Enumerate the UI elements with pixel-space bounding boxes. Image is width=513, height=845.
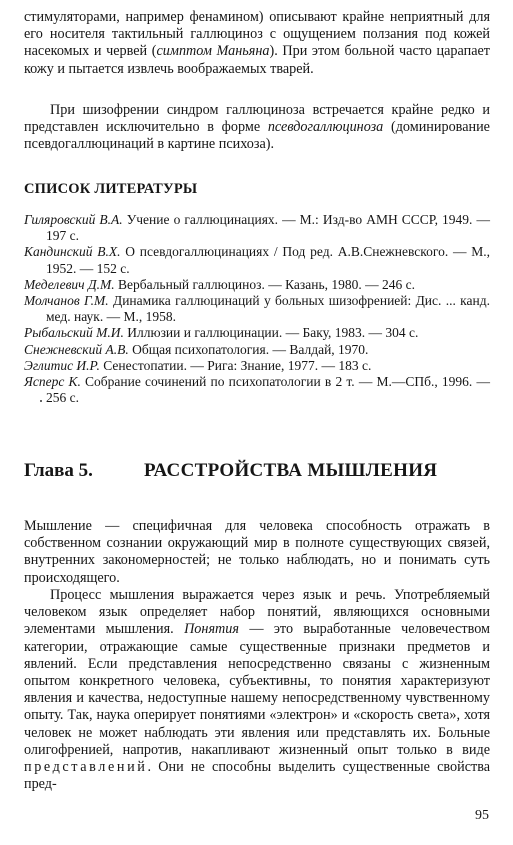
- stray-dot: [40, 400, 42, 402]
- reference-item: Молчанов Г.М. Динамика галлюцинаций у больных шизофренией: Дис. ... канд. мед. наук. — М., 1958.: [24, 293, 490, 325]
- reference-item: Снежневский А.В. Общая психопатология. — Валдай, 1970.: [24, 341, 369, 357]
- chapter-label: Глава 5.: [24, 460, 93, 481]
- italic-term: псевдогаллюциноза: [267, 119, 384, 136]
- spaced-term: представлений: [24, 759, 148, 776]
- chapter-title: РАССТРОЙСТВА МЫШЛЕНИЯ: [144, 460, 438, 481]
- paragraph-thinking-definition: Мышление — специфичная для человека способность отражать в собственном сознании окружающий мир в полноте существующих связей, внутренних закономерностей; не только наблюдать, но и понимать суть происходящего.: [24, 518, 490, 586]
- reference-item: Меделевич Д.М. Вербальный галлюциноз. — Казань, 1980. — 246 с.: [24, 276, 415, 292]
- chapter-heading: [24, 460, 494, 482]
- italic-term: симптом Маньяна: [156, 43, 270, 60]
- paragraph-tactile-hallucinosis: стимуляторами, например фенамином) описывают крайне неприятный для его носителя тактильный галлюциноз с ощущением ползания под кожей насекомых и червей (симптом Маньяна). При этом больной часто царапает кожу и пытается извлечь воображаемых тварей.: [24, 9, 490, 77]
- page-number: 95: [475, 808, 489, 823]
- reference-item: Гиляровский В.А. Учение о галлюцинациях. — М.: Изд-во АМН СССР, 1949. — 197 с.: [24, 212, 490, 244]
- reference-item: Рыбальский М.И. Иллюзии и галлюцинации. — Баку, 1983. — 304 с.: [24, 325, 419, 341]
- references-list: [24, 212, 490, 406]
- paragraph-thinking-language: Процесс мышления выражается через язык и речь. Употребляемый человеком язык определяет набор понятий, являющихся основными элементами мышления. Понятия — это выработанные человечеством категории, отражающие самые существенные признаки предметов и явлений. Если представления непосредственно связаны с жизненным опытом конкретного человека, субъективны, то понятия характеризуют явления и качества, недоступные нашему непосредственному чувственному опыту. Так, наука оперирует понятиями «электрон» и «скорость света», хотя человек не может наблюдать эти явления или представлять их. Больные олигофренией, напротив, накапливают жизненный опыт только в виде представлений. Они не способны выделить существенные свойства пред-: [24, 587, 490, 793]
- paragraph-schizophrenia: При шизофрении синдром галлюциноза встречается крайне редко и представлен исключительно в форме псевдогаллюциноза (доминирование псевдогаллюцинаций в картине психоза).: [24, 102, 490, 153]
- references-title: СПИСОК ЛИТЕРАТУРЫ: [24, 181, 198, 197]
- reference-item: Ясперс К. Собрание сочинений по психопатологии в 2 т. — М.—СПб., 1996. — 256 с.: [24, 374, 490, 406]
- italic-term: Понятия: [184, 621, 239, 638]
- reference-item: Эглитис И.Р. Сенестопатии. — Рига: Знание, 1977. — 183 с.: [24, 357, 372, 373]
- reference-item: Кандинский В.Х. О псевдогаллюцинациях / Под ред. А.В.Снежневского. — М., 1952. — 152 с.: [24, 244, 490, 276]
